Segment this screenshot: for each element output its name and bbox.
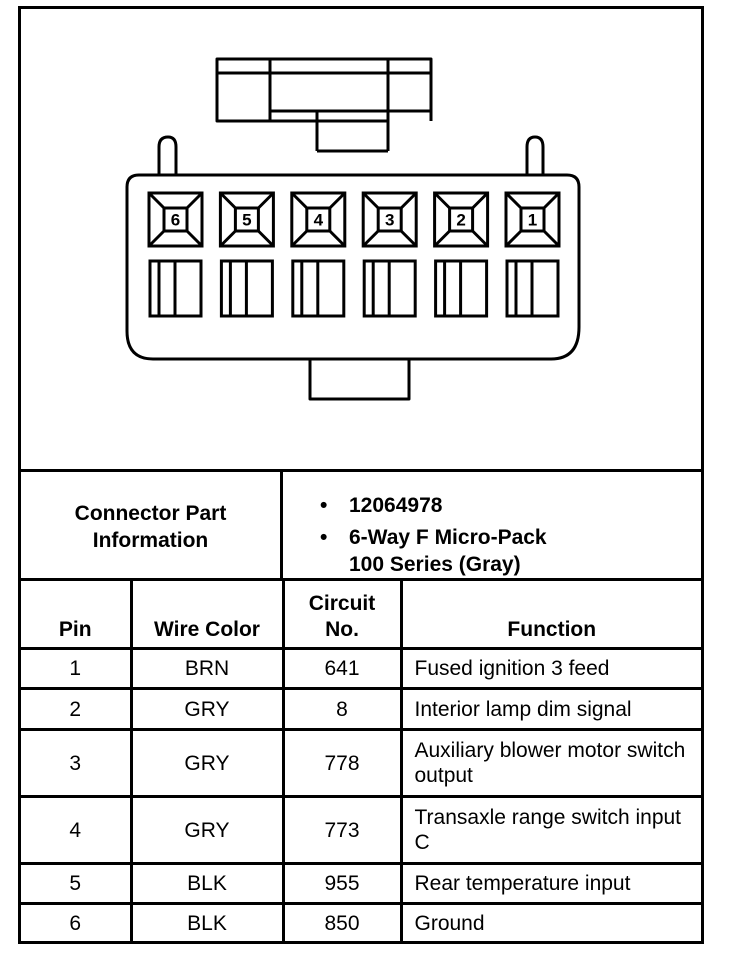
pin-cavity-5: [220, 193, 273, 316]
part-description: 6-Way F Micro-Pack 100 Series (Gray): [349, 526, 547, 576]
cell-circuit: 955: [283, 864, 401, 904]
pin-cavity-4: [292, 193, 345, 316]
connector-body: [127, 175, 579, 359]
cell-pin: 6: [21, 904, 131, 943]
cell-circuit: 641: [283, 649, 401, 689]
cell-pin: 3: [21, 730, 131, 797]
pin-number-label: 1: [527, 210, 538, 230]
cell-function: Interior lamp dim signal: [401, 689, 701, 730]
pin-number-label: 2: [456, 210, 466, 230]
header-circuit-no: [283, 580, 401, 649]
header-pin: Pin: [21, 580, 131, 649]
table-row: [21, 904, 701, 943]
part-number-item: [320, 492, 443, 519]
connector-key: [310, 359, 409, 399]
cell-circuit: 850: [283, 904, 401, 943]
table-row: [21, 864, 701, 904]
cell-function: Auxiliary blower motor switch output: [401, 730, 701, 797]
header-circuit-line1: Circuit: [308, 592, 376, 615]
part-description-item: [320, 524, 547, 578]
cell-circuit: 778: [283, 730, 401, 797]
bullet-icon: •: [320, 494, 328, 517]
pin-cavity-6: [149, 193, 202, 316]
connector-sheet: [18, 6, 704, 944]
cell-circuit: 773: [283, 797, 401, 864]
pin-cavity-1: [506, 193, 559, 316]
cell-wire-color: BLK: [131, 904, 283, 943]
info-label-line2: Information: [92, 528, 209, 552]
pin-number-label: 4: [313, 210, 324, 230]
table-row: [21, 649, 701, 689]
info-list: [283, 472, 701, 581]
cell-pin: 5: [21, 864, 131, 904]
table-header-row: [21, 580, 701, 649]
cell-pin: 4: [21, 797, 131, 864]
pin-cavity-2: [435, 193, 488, 316]
table-row: [21, 689, 701, 730]
pin-cavity-3: [363, 193, 416, 316]
cell-function: Ground: [401, 904, 701, 943]
cell-circuit: 8: [283, 689, 401, 730]
header-circuit-line2: No.: [325, 618, 359, 641]
cell-wire-color: GRY: [131, 797, 283, 864]
connector-part-information: [21, 469, 701, 581]
cell-function: Fused ignition 3 feed: [401, 649, 701, 689]
cell-function: Transaxle range switch input C: [401, 797, 701, 864]
connector-diagram: [21, 9, 701, 469]
connector-ear-right: [527, 137, 543, 175]
part-number: 12064978: [349, 494, 443, 517]
pin-number-label: 3: [384, 210, 395, 230]
cell-pin: 1: [21, 649, 131, 689]
info-label: [21, 472, 283, 581]
header-function: Function: [401, 580, 701, 649]
cell-wire-color: GRY: [131, 689, 283, 730]
cell-pin: 2: [21, 689, 131, 730]
table-row: [21, 730, 701, 797]
cell-wire-color: GRY: [131, 730, 283, 797]
header-wire-color: Wire Color: [131, 580, 283, 649]
info-label-line1: Connector Part: [74, 501, 227, 525]
pin-table: [21, 578, 701, 942]
cell-function: Rear temperature input: [401, 864, 701, 904]
pin-number-label: 6: [170, 210, 181, 230]
table-row: [21, 797, 701, 864]
cell-wire-color: BRN: [131, 649, 283, 689]
bullet-icon: •: [320, 526, 328, 549]
cell-wire-color: BLK: [131, 864, 283, 904]
connector-ear-left: [159, 137, 176, 175]
pin-number-label: 5: [242, 210, 252, 230]
